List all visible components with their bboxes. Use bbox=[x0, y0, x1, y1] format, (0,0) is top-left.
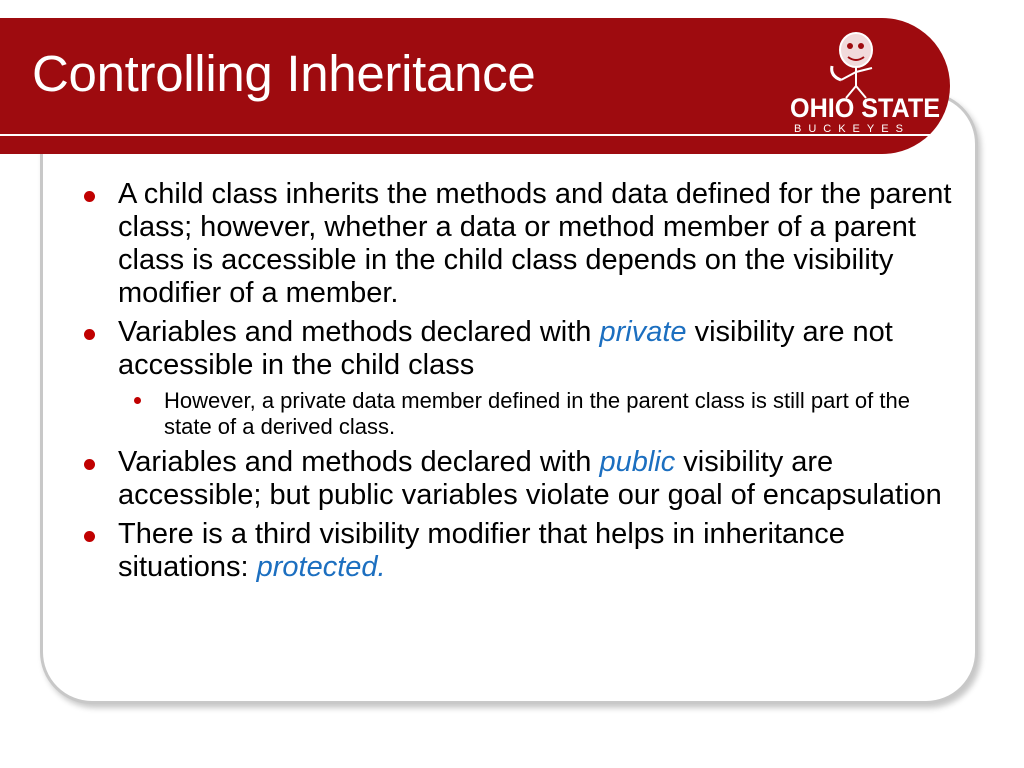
logo-text-buckeyes: BUCKEYES bbox=[794, 123, 910, 135]
keyword-public: public bbox=[599, 446, 676, 478]
bullet-item bbox=[82, 518, 962, 584]
ohio-state-logo bbox=[786, 22, 950, 138]
bullet-icon bbox=[84, 191, 95, 202]
bullet-text-before: Variables and methods declared with bbox=[118, 446, 600, 478]
bullet-text-before: Variables and methods declared with bbox=[118, 316, 600, 348]
bullet-item bbox=[82, 178, 962, 310]
keyword-protected: protected. bbox=[256, 551, 386, 583]
keyword-private: private bbox=[599, 316, 687, 348]
slide-title: Controlling Inheritance bbox=[32, 45, 536, 102]
slide-body bbox=[82, 178, 962, 590]
bullet-icon bbox=[84, 459, 95, 470]
bullet-item bbox=[82, 316, 962, 382]
bullet-text-after: visibility are accessible; but public variables violate our goal of encapsulation bbox=[118, 446, 942, 511]
bullet-item bbox=[82, 446, 962, 512]
sub-bullet-icon bbox=[134, 397, 141, 404]
logo-text-ohio-state: OHIO STATE bbox=[790, 93, 940, 123]
logo-trademark: TM bbox=[936, 131, 947, 138]
bullet-text-before: There is a third visibility modifier that helps in inheritance situations: bbox=[118, 518, 845, 583]
sub-bullet-text: However, a private data member defined in the parent class is still part of the state of a derived class. bbox=[164, 388, 910, 439]
bullet-icon bbox=[84, 329, 95, 340]
brutus-mascot-icon bbox=[832, 33, 872, 98]
bullet-icon bbox=[84, 531, 95, 542]
bullet-text: A child class inherits the methods and data defined for the parent class; however, whether a data or method member of a parent class is accessible in the child class depends on the visibility modifier of a member. bbox=[118, 178, 952, 309]
sub-bullet-item bbox=[118, 388, 962, 440]
bullet-list bbox=[82, 178, 962, 584]
bullet-text-after: visibility are not accessible in the child class bbox=[118, 316, 893, 381]
